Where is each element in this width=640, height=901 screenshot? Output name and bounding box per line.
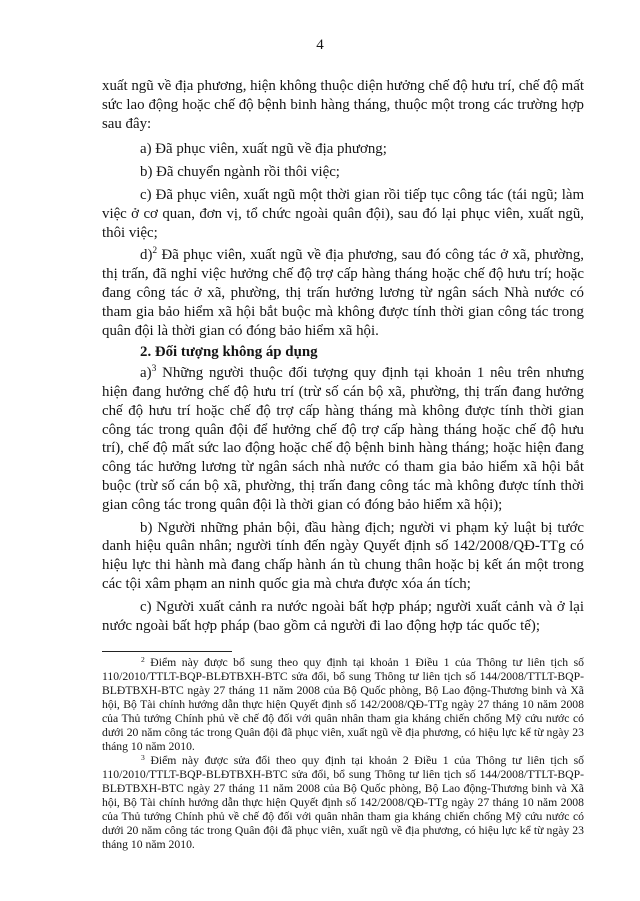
item-label: a) — [140, 141, 152, 158]
continuation-paragraph: xuất ngũ về địa phương, hiện không thuộc diện hưởng chế độ hưu trí, chế độ mất sức lao động hoặc chế độ bệnh binh hàng tháng, thuộc một trong các trường hợp sau đây: — [102, 78, 584, 132]
item-label: c) — [140, 598, 152, 615]
footnotes — [102, 656, 584, 852]
footnote-3 — [102, 754, 584, 852]
footnote-text: Điểm này được sửa đổi theo quy định tại khoản 2 Điều 1 của Thông tư liên tịch số 110/2010/TTLT-BQP-BLĐTBXH-BTC sửa đổi, bổ sung Thông tư liên tịch số 144/2008/TTLT-BQP-BLĐTBXH-BTC ngày 27 tháng 11 năm 2008 của Bộ Quốc phòng, Bộ Lao động-Thương binh và Xã hội, Bộ Tài chính hướng dẫn thực hiện Quyết định số 142/2008/QĐ-TTg ngày 27 tháng 10 năm 2008 của Thủ tướng Chính phủ về chế độ đối với quân nhân tham gia kháng chiến chống Mỹ cứu nước có dưới 20 năm công tác trong Quân đội đã phục viên, xuất ngũ về địa phương, có hiệu lực kể từ ngày 23 tháng 10 năm 2010. — [102, 754, 584, 851]
list-item-c — [102, 186, 584, 242]
list-item-a — [102, 140, 584, 159]
list-item-d — [102, 246, 584, 340]
item-text: Đã phục viên, xuất ngũ về địa phương; — [155, 141, 387, 158]
item-text: Những người thuộc đối tượng quy định tại khoản 1 nêu trên nhưng hiện đang hưởng chế độ hưu trí (trừ số cán bộ xã, phường, thị trấn đang hưởng chế độ hưu trí hoặc chế độ trợ cấp hàng tháng mà không được tính thời gian công tác trong quân đội để hưởng chế độ trợ cấp hàng tháng hoặc chế độ hưu trí), chế độ mất sức lao động hoặc chế độ bệnh binh hàng tháng; hoặc hiện đang công tác hưởng lương từ ngân sách nhà nước có tham gia bảo hiểm xã hội bắt buộc (trừ số cán bộ xã, phường, thị trấn đang công tác mà không được tính thời gian công tác trong quân đội là thời gian có đóng bảo hiểm xã hội); — [102, 365, 585, 513]
section-heading: 2. Đối tượng không áp dụng — [140, 344, 318, 361]
item-label: c) — [140, 186, 152, 203]
item-text: Người những phản bội, đầu hàng địch; người vi phạm kỷ luật bị tước danh hiệu quân nhân; người tính đến ngày Quyết định số 142/2008/QĐ-TTg có hiệu lực thi hành mà đang chấp hành án tù chung thân hoặc bị kết án một trong các tội xâm phạm an ninh quốc gia mà chưa được xóa án tích; — [102, 519, 585, 592]
exclusion-item-b — [102, 519, 584, 594]
footnote-ref: 3 — [151, 364, 157, 375]
body-text — [102, 77, 584, 635]
item-label: b) — [140, 519, 153, 536]
item-text: Người xuất cảnh ra nước ngoài bất hợp pháp; người xuất cảnh và ở lại nước ngoài bất hợp pháp (bao gồm cả người đi lao động hợp tác quốc tế); — [102, 598, 584, 634]
item-text: Đã phục viên, xuất ngũ một thời gian rồi tiếp tục công tác (tái ngũ; làm việc ở cơ quan, đơn vị, tổ chức ngoài quân đội), sau đó lại phục viên, xuất ngũ, thôi việc; — [102, 186, 585, 241]
list-item-b — [102, 163, 584, 182]
exclusion-item-a — [102, 364, 584, 514]
item-text: Đã phục viên, xuất ngũ về địa phương, sau đó công tác ở xã, phường, thị trấn, đã nghỉ việc hưởng chế độ trợ cấp hàng tháng hoặc chế độ hưu trí; hoặc đang công tác ở xã, phường, thị trấn hưởng lương từ ngân sách Nhà nước có tham gia bảo hiểm xã hội bắt buộc mà không được tính thời gian công tác trong quân đội là thời gian có đóng bảo hiểm xã hội. — [102, 247, 584, 339]
footnote-number: 3 — [141, 753, 145, 762]
page-number: 4 — [316, 37, 324, 53]
footnote-number: 2 — [141, 655, 145, 664]
item-label: d) — [140, 247, 153, 264]
footnote-2 — [102, 656, 584, 754]
footnote-text: Điểm này được bổ sung theo quy định tại khoản 1 Điều 1 của Thông tư liên tịch số 110/2010/TTLT-BQP-BLĐTBXH-BTC sửa đổi, bổ sung Thông tư liên tịch số 144/2008/TTLT-BQP-BLĐTBXH-BTC ngày 27 tháng 11 năm 2008 của Bộ Quốc phòng, Bộ Lao động-Thương binh và Xã hội, Bộ Tài chính hướng dẫn thực hiện Quyết định số 142/2008/QĐ-TTg ngày 27 tháng 10 năm 2008 của Thủ tướng Chính phủ về chế độ đối với quân nhân tham gia kháng chiến chống Mỹ cứu nước có dưới 20 năm công tác trong Quân đội đã phục viên, xuất ngũ về địa phương, có hiệu lực kể từ ngày 23 tháng 10 năm 2010. — [102, 656, 584, 753]
footnote-separator — [102, 651, 232, 652]
exclusion-item-c — [102, 598, 584, 636]
item-label: b) — [140, 164, 153, 181]
footnote-ref: 2 — [152, 246, 158, 257]
item-text: Đã chuyển ngành rồi thôi việc; — [156, 164, 340, 181]
item-label: a) — [140, 365, 152, 382]
